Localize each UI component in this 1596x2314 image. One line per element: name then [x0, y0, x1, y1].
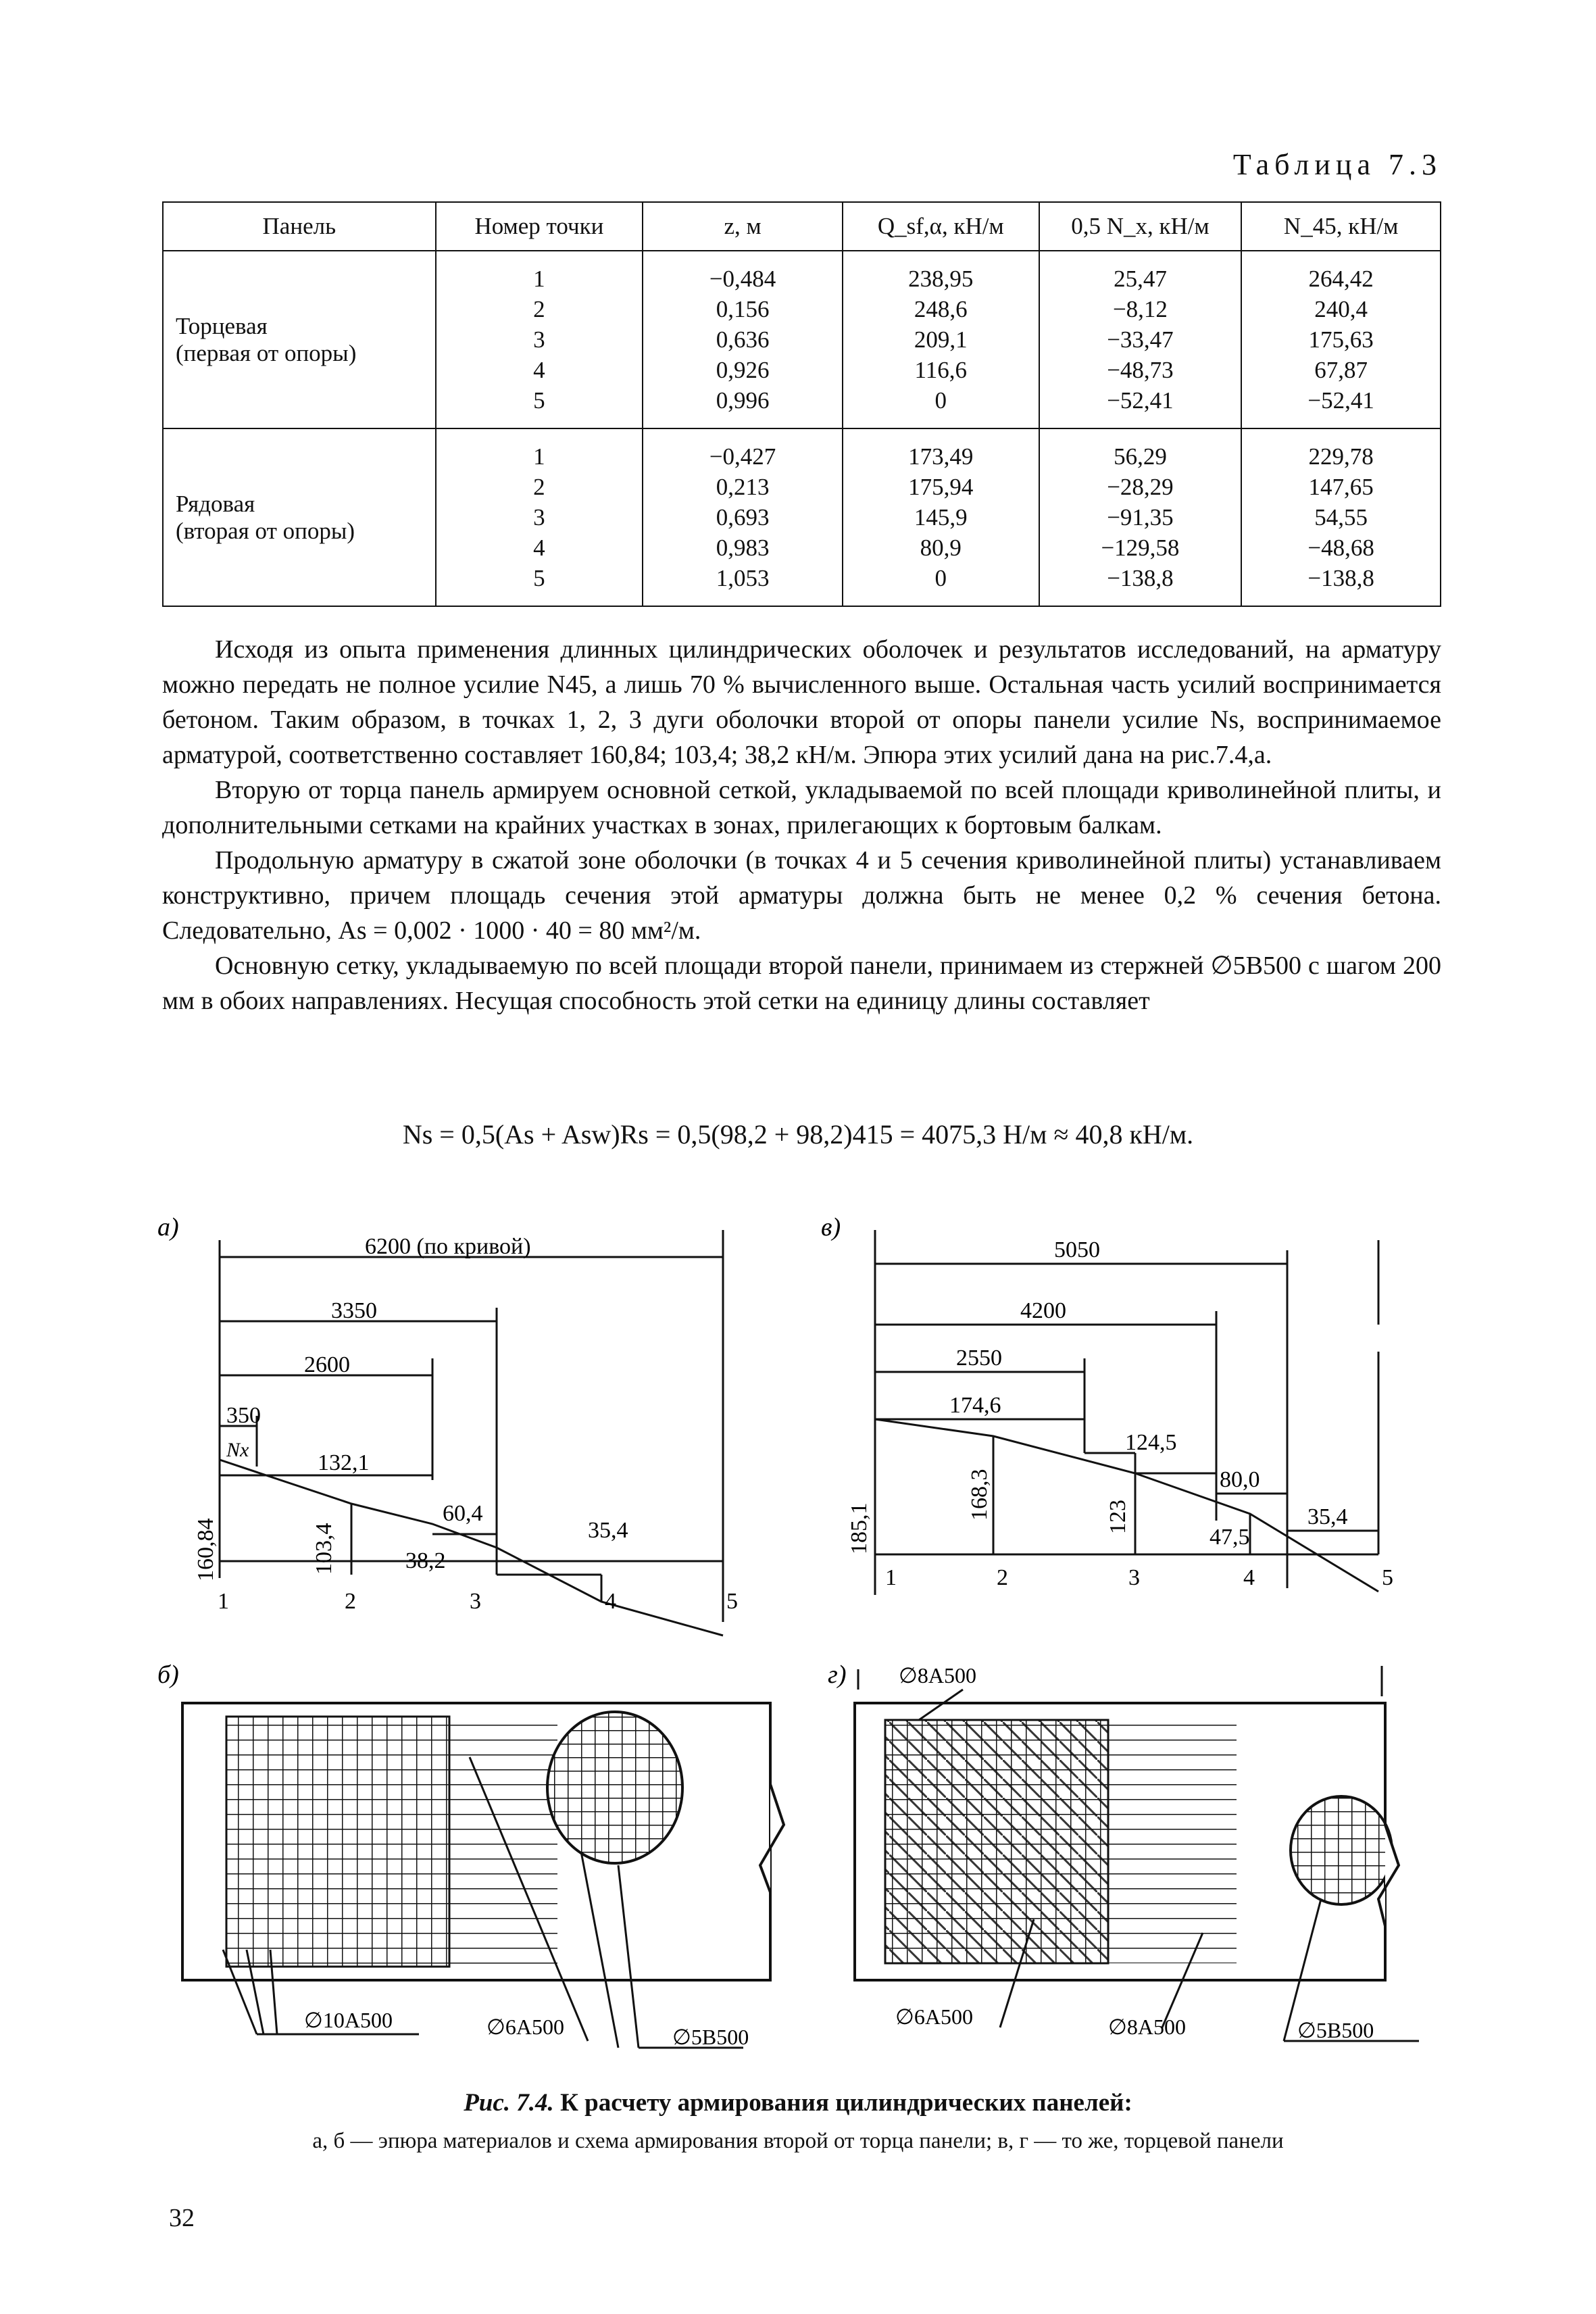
point-label: 2 [997, 1565, 1008, 1590]
figure-caption [0, 2088, 1596, 2117]
header-q: Q_sf,α, кН/м [843, 202, 1039, 251]
cell: 175,63 [1308, 326, 1374, 353]
point-cell [436, 251, 643, 428]
rebar-label: ∅10А500 [304, 2008, 393, 2032]
cell: 147,65 [1308, 474, 1374, 500]
cell: 0,926 [716, 357, 770, 383]
n45-cell [1241, 251, 1441, 428]
figure-number: Рис. 7.4. [464, 2089, 554, 2117]
cell: 209,1 [914, 326, 968, 353]
point-label: 3 [470, 1589, 481, 1614]
cell: 116,6 [914, 357, 967, 383]
point-cell [436, 428, 643, 606]
table-group-end-panel [163, 251, 1441, 428]
table-row [163, 251, 1441, 428]
cell: 1 [533, 266, 545, 292]
value-label: 168,3 [967, 1469, 992, 1521]
panel-name [163, 251, 436, 428]
diagram-g [828, 1660, 1419, 2042]
dim-label: 2550 [956, 1346, 1002, 1371]
dim-label: 174,6 [949, 1393, 1001, 1418]
cell: −48,68 [1307, 535, 1374, 561]
header-panel: Панель [163, 202, 436, 251]
cell: 5 [533, 565, 545, 591]
cell: 0 [934, 387, 947, 414]
value-label: 47,5 [1210, 1525, 1250, 1550]
value-label: 35,4 [588, 1518, 628, 1543]
label-v: в) [821, 1213, 841, 1241]
z-cell [643, 428, 843, 606]
table-caption: Таблица 7.3 [1232, 148, 1442, 181]
panel-name-line: Торцевая [176, 312, 268, 339]
header-point: Номер точки [436, 202, 643, 251]
point-label: 4 [1243, 1565, 1255, 1590]
point-label: 4 [605, 1589, 616, 1614]
panel-name-line: (вторая от опоры) [176, 517, 355, 544]
figure-subcaption: а, б — эпюра материалов и схема армирования второй от торца панели; в, г — то же, торцевой панели [312, 2129, 1284, 2153]
nx-cell [1039, 251, 1242, 428]
table-group-row-panel [163, 428, 1441, 606]
cell: 145,9 [914, 504, 968, 531]
point-label: 1 [218, 1589, 229, 1614]
value-label: 38,2 [405, 1548, 446, 1573]
paragraph: Продольную арматуру в сжатой зоне оболочки (в точках 4 и 5 сечения криволинейной плиты) устанавливаем конструктивно, причем площадь сечения этой арматуры должна быть не менее 0,2 % сечения бетона. Следовательно, As = 0,002 · 1000 · 40 = 80 мм²/м. [162, 846, 1441, 945]
nx-label: Nx [226, 1439, 249, 1461]
cell: −52,41 [1307, 387, 1374, 414]
cell: −0,427 [709, 443, 776, 470]
value-label: 185,1 [847, 1502, 872, 1554]
dim-label: 350 [226, 1403, 261, 1428]
panel-name-line: (первая от опоры) [176, 339, 357, 366]
rebar-label: ∅5В500 [672, 2025, 749, 2049]
value-label: 80,0 [1220, 1467, 1260, 1492]
dim-label: 4200 [1020, 1298, 1066, 1323]
value-label: 124,5 [1125, 1430, 1177, 1455]
cell: −52,41 [1107, 387, 1174, 414]
label-g: г) [828, 1660, 847, 1689]
cell: 0,156 [716, 296, 770, 322]
dim-label: 2600 [304, 1352, 350, 1377]
cell: 0,693 [716, 504, 770, 531]
dim-label: 3350 [331, 1298, 377, 1323]
paragraph: Вторую от торца панель армируем основной сеткой, укладываемой по всей площади криволинейной плиты, и дополнительными сетками на крайних участках в зонах, прилегающих к бортовым балкам. [162, 776, 1441, 839]
table-header-row [163, 202, 1441, 251]
cell: 0,996 [716, 387, 770, 414]
panel-name [163, 428, 436, 606]
cell: 80,9 [920, 535, 962, 561]
nx-cell [1039, 428, 1242, 606]
cell: 4 [533, 357, 545, 383]
header-z: z, м [643, 202, 843, 251]
cell: −48,73 [1107, 357, 1174, 383]
point-label: 3 [1128, 1565, 1140, 1590]
value-label: 35,4 [1307, 1504, 1348, 1529]
cell: 1 [533, 443, 545, 470]
cell: 229,78 [1308, 443, 1374, 470]
data-table [162, 201, 1441, 607]
cell: 3 [533, 326, 545, 353]
value-label: 60,4 [443, 1501, 483, 1526]
cell: 56,29 [1114, 443, 1167, 470]
cell: 0,636 [716, 326, 770, 353]
body-text [162, 632, 1441, 1018]
cell: 175,94 [908, 474, 974, 500]
value-label: 132,1 [318, 1450, 370, 1475]
q-cell [843, 251, 1039, 428]
cell: 67,87 [1314, 357, 1368, 383]
cell: 2 [533, 474, 545, 500]
cell: −0,484 [709, 266, 776, 292]
label-b: б) [157, 1660, 179, 1689]
page-number: 32 [169, 2204, 195, 2232]
cell: 0,213 [716, 474, 770, 500]
cell: 5 [533, 387, 545, 414]
cell: 3 [533, 504, 545, 531]
diagram-b [157, 1660, 784, 2049]
figure-title: К расчету армирования цилиндрических панелей: [560, 2089, 1132, 2117]
value-label: 160,84 [193, 1518, 218, 1581]
cell: −129,58 [1101, 535, 1180, 561]
cell: −8,12 [1112, 296, 1168, 322]
cell: −28,29 [1107, 474, 1174, 500]
cell: 25,47 [1114, 266, 1167, 292]
diagram-a [220, 1230, 723, 1635]
rebar-label: ∅8А500 [899, 1663, 976, 1688]
dim-label: 6200 (по кривой) [365, 1234, 531, 1259]
rebar-label: ∅8А500 [1108, 2015, 1186, 2039]
z-cell [643, 251, 843, 428]
cell: −33,47 [1107, 326, 1174, 353]
cell: 238,95 [908, 266, 974, 292]
n45-cell [1241, 428, 1441, 606]
figure-7-4 [0, 1189, 1596, 2082]
panel-name-line: Рядовая [176, 490, 255, 517]
cell: 264,42 [1308, 266, 1374, 292]
table-row [163, 428, 1441, 606]
paragraph: Основную сетку, укладываемую по всей площади второй панели, принимаем из стержней ∅5В500 с шагом 200 мм в обоих направлениях. Несущая способность этой сетки на единицу длины составляет [162, 952, 1441, 1015]
cell: 0 [934, 565, 947, 591]
cell: 54,55 [1314, 504, 1368, 531]
cell: 248,6 [914, 296, 968, 322]
cell: 0,983 [716, 535, 770, 561]
cell: 173,49 [908, 443, 974, 470]
cell: −138,8 [1307, 565, 1374, 591]
formula: Ns = 0,5(As + Asw)Rs = 0,5(98,2 + 98,2)415 = 4075,3 Н/м ≈ 40,8 кН/м. [402, 1119, 1194, 1150]
rebar-label: ∅5В500 [1297, 2018, 1374, 2042]
rebar-label: ∅6А500 [895, 2004, 973, 2029]
point-label: 2 [345, 1589, 356, 1614]
cell: 240,4 [1314, 296, 1368, 322]
cell: −91,35 [1107, 504, 1174, 531]
header-nx: 0,5 N_x, кН/м [1039, 202, 1242, 251]
cell: 4 [533, 535, 545, 561]
label-a: а) [157, 1213, 179, 1241]
point-label: 1 [885, 1565, 897, 1590]
point-label: 5 [1382, 1565, 1393, 1590]
cell: −138,8 [1107, 565, 1174, 591]
cell: 2 [533, 296, 545, 322]
paragraph: Исходя из опыта применения длинных цилиндрических оболочек и результатов исследований, на арматуру можно передать не полное усилие N45, а лишь 70 % вычисленного выше. Остальная часть усилий воспринимается бетоном. Таким образом, в точках 1, 2, 3 дуги оболочки второй от опоры панели усилие Ns, воспринимаемое арматурой, соответственно составляет 160,84; 103,4; 38,2 кН/м. Эпюра этих усилий дана на рис.7.4,а. [162, 635, 1441, 769]
point-label: 5 [726, 1589, 738, 1614]
q-cell [843, 428, 1039, 606]
value-label: 103,4 [311, 1523, 336, 1575]
cell: 1,053 [716, 565, 770, 591]
value-label: 123 [1105, 1500, 1130, 1534]
dim-label: 5050 [1054, 1237, 1100, 1262]
header-n45: N_45, кН/м [1241, 202, 1441, 251]
rebar-label: ∅6А500 [487, 2015, 564, 2039]
